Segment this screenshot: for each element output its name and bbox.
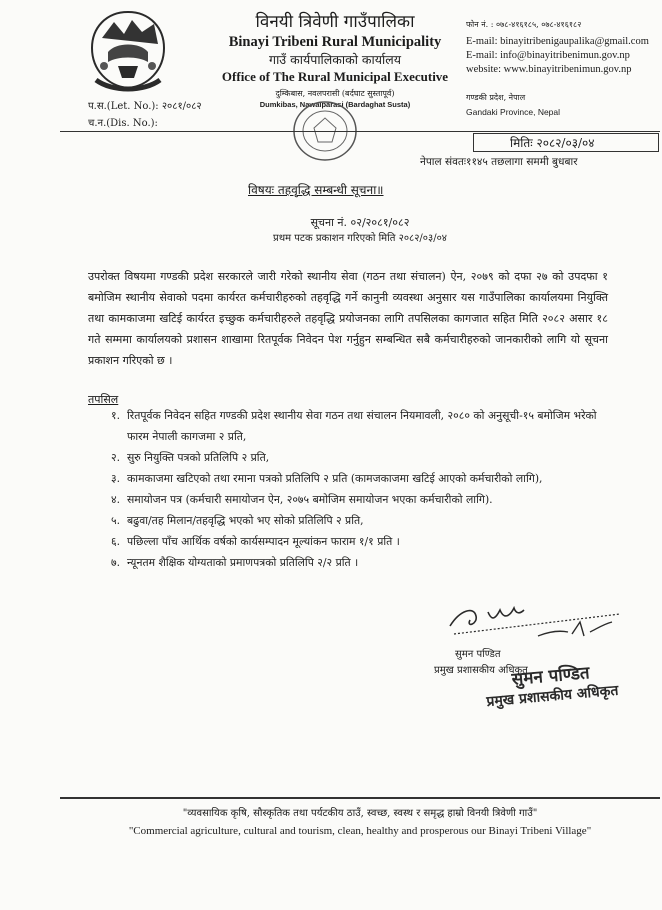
email-primary: E-mail: binayitribenigaupalika@gmail.com <box>466 36 649 47</box>
dispatch-number: च.न.(Dis. No.): <box>88 118 158 129</box>
address-en: Dumkibas, Nawalparasi (Bardaghat Susta) <box>259 100 411 109</box>
list-item: ३. कामकाजमा खटिएको तथा रमाना पत्रको प्रतिलिपि २ प्रति (कामजकाजमा खटिई आएको कर्मचारीको लागि), <box>111 472 543 485</box>
office-name-en: Office of The Rural Municipal Executive <box>221 69 449 84</box>
issue-date: मितिः २०८२/०३/०४ <box>473 133 659 152</box>
province-en: Gandaki Province, Nepal <box>466 107 561 117</box>
requirements-list <box>111 405 611 573</box>
reference-numbers <box>88 98 202 132</box>
municipality-name-en: Binayi Tribeni Rural Municipality <box>228 34 442 50</box>
list-item: २. सुरु नियुक्ति पत्रको प्रतिलिपि २ प्रति, <box>111 451 270 464</box>
contact-block <box>466 18 662 119</box>
list-item: ५. बढुवा/तह मिलान/तहवृद्धि भएको भए सोको प्रतिलिपि २ प्रति, <box>111 514 364 527</box>
emblem-icon <box>88 8 168 92</box>
email-secondary: E-mail: info@binayitribenimun.gov.np <box>466 50 630 61</box>
province-np: गण्डकी प्रदेश, नेपाल <box>466 93 526 102</box>
signatory-title: प्रमुख प्रशासकीय अधिकृत <box>434 665 528 676</box>
phone-number: फोन नं. : ०७८-४१६१८५, ०७८-४१६१८२ <box>466 20 582 29</box>
slogan-np: "व्यवसायिक कृषि, सौस्कृतिक तथा पर्यटकीय ठाउँ, स्वच्छ, स्वस्थ र समृद्ध हाम्रो विनयी त्रिवेणी गाउँ" <box>182 808 538 819</box>
website: website: www.binayitribenimun.gov.np <box>466 64 632 75</box>
subject-line: विषयः तहवृद्धि सम्बन्धी सूचना॥ <box>248 183 384 197</box>
letter-number: प.स.(Let. No.): २०८१/०८२ <box>88 101 202 112</box>
stamp-title: प्रमुख प्रशासकीय अधिकृत <box>485 682 620 711</box>
address-np: दुम्किबास, नवलपरासी (बर्दघाट सुस्तापूर्व) <box>275 89 395 98</box>
list-item: ४. समायोजन पत्र (कर्मचारी समायोजन ऐन, २०७५ बमोजिम समायोजन भएका कर्मचारीको लागि). <box>111 493 493 506</box>
municipality-name-np: विनयी त्रिवेणी गाउँपालिका <box>255 12 415 32</box>
list-item: ६. पछिल्ला पाँच आर्थिक वर्षको कार्यसम्पादन मूल्यांकन फाराम १/१ प्रति । <box>111 535 400 548</box>
details-heading: तपसिल <box>88 393 119 406</box>
signatory-name: सुमन पण्डित <box>455 649 501 660</box>
stamp-name: सुमन पण्डित <box>510 663 591 690</box>
letterhead <box>214 12 456 110</box>
list-item: ७. न्यूनतम शैक्षिक योग्यताको प्रमाणपत्रको प्रतिलिपि २/२ प्रति । <box>111 556 359 569</box>
header-divider <box>60 131 660 132</box>
notice-number: सूचना नं. ०२/२०८१/०८२ <box>310 216 410 229</box>
footer-divider <box>60 797 660 799</box>
nepal-samvat-date: नेपाल संवतः११४५ तछलागा सममी बुधबार <box>420 156 578 168</box>
slogan-en: "Commercial agriculture, cultural and tourism, clean, healthy and prosperous our Binayi Tribeni Village" <box>128 825 592 837</box>
list-item: १. रितपूर्वक निवेदन सहित गण्डकी प्रदेश स्थानीय सेवा गठन तथा संचालन नियमावली, २०८० को अनुसूची-१५ बमोजिम भरेको फारम नेपाली कागजमा २ प्रति, <box>111 409 597 443</box>
office-name-np: गाउँ कार्यपालिकाको कार्यालय <box>269 52 401 67</box>
first-publication-date: प्रथम पटक प्रकाशन गरिएको मिति २०८२/०३/०४ <box>273 233 447 244</box>
signature-icon <box>440 592 620 648</box>
notice-body: उपरोक्त विषयमा गण्डकी प्रदेश सरकारले जारी गरेको स्थानीय सेवा (गठन तथा संचालन) ऐन, २०७९ को दफा २७ को उपदफा १ बमोजिम स्थानीय सेवाको पदमा कार्यरत कर्मचारीहरुको तहवृद्धि गर्ने कानुनी व्यवस्था अनुसार यस गाउँपालिका कार्यालयमा नियुक्ति तथा कामकाजमा खटिई कार्यरत इच्छुक कर्मचारीहरुले तहवृद्धि प्रयोजनका लागि तपसिलका कागजात सहित मिति २०८२ असार १८ गते सम्ममा कार्यालयको प्रशासन शाखामा रितपूर्वक निवेदन पेश गर्नुहुन सम्बन्धित सबै कर्मचारीहरुको जानकारीको लागि यो सूचना प्रकाशन गरिएको छ । <box>88 270 608 367</box>
